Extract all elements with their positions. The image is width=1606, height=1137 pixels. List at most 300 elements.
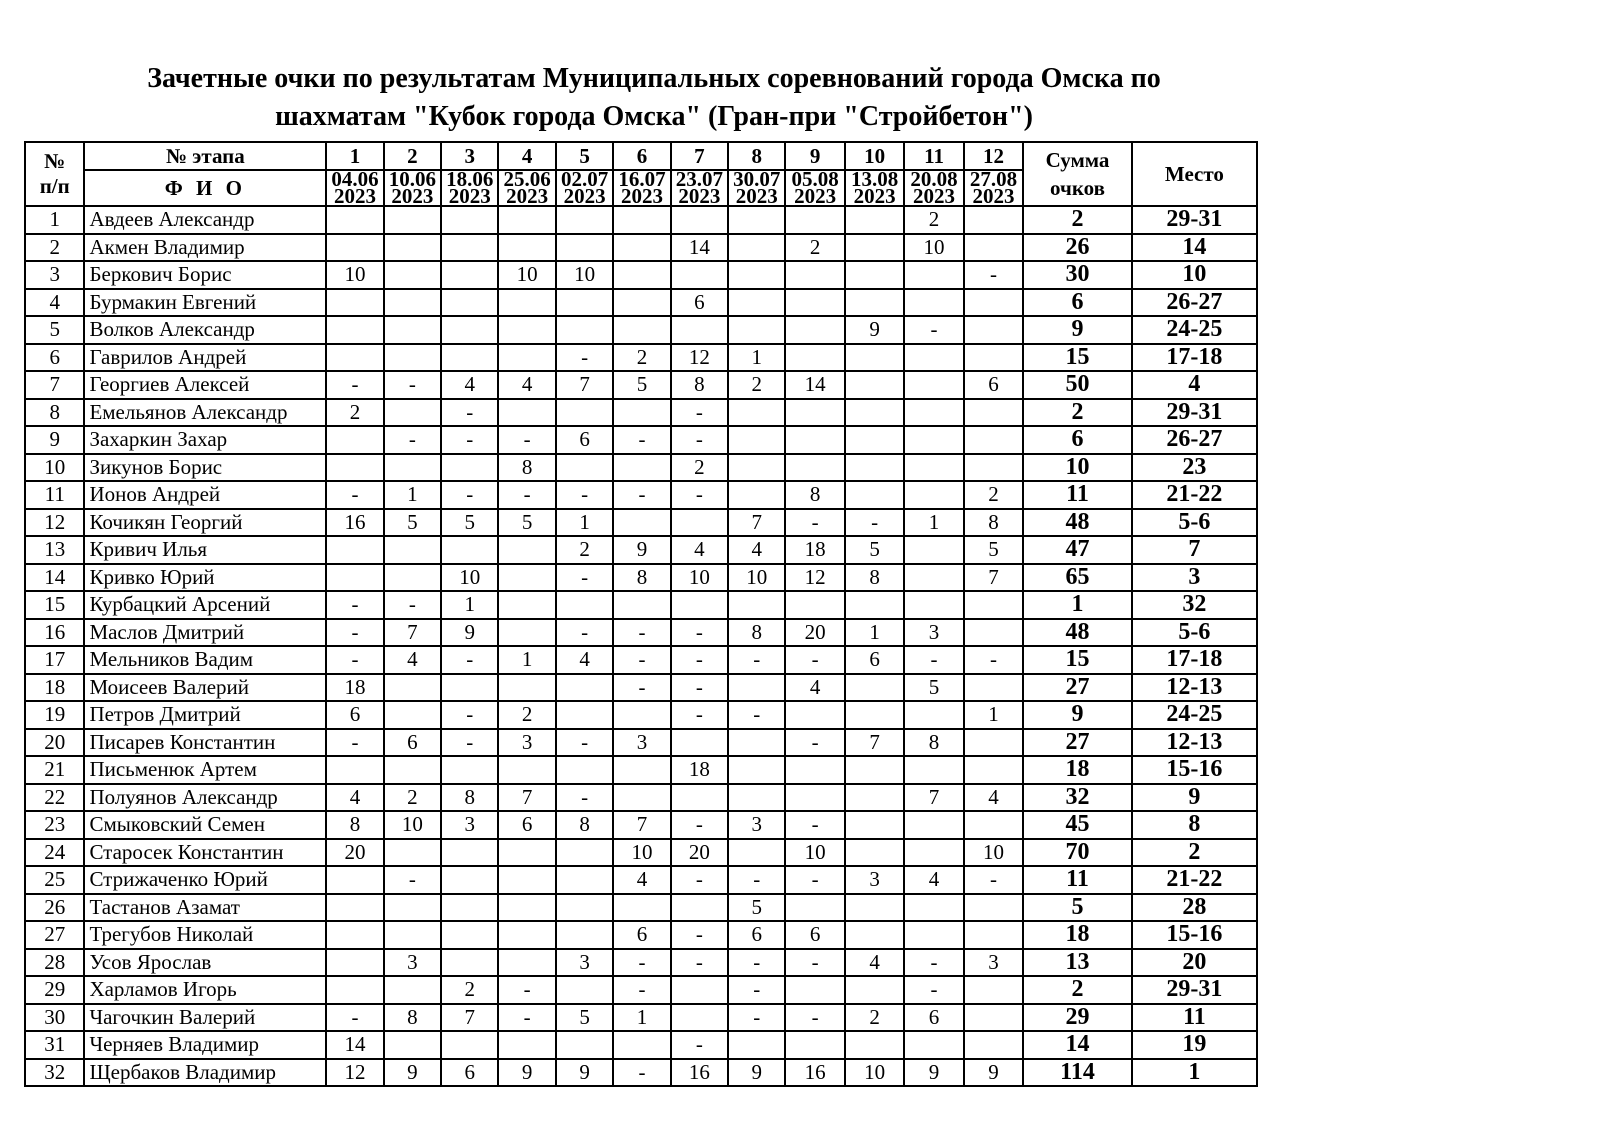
- stage-score: 6: [728, 921, 785, 949]
- stage-score: [498, 564, 555, 592]
- final-place: 17-18: [1132, 646, 1257, 674]
- stage-score: 10: [964, 839, 1023, 867]
- stage-score: [384, 1031, 441, 1059]
- stage-score: 18: [785, 536, 844, 564]
- stage-score: 20: [671, 839, 728, 867]
- stage-score: -: [613, 619, 670, 647]
- header-sum: [1023, 142, 1132, 206]
- stage-score: [671, 976, 728, 1004]
- row-number: 26: [25, 894, 84, 922]
- stage-score: [384, 894, 441, 922]
- stage-score: -: [326, 619, 383, 647]
- row-number: 12: [25, 509, 84, 537]
- final-place: 10: [1132, 261, 1257, 289]
- stage-score: -: [671, 426, 728, 454]
- stage-score: [845, 921, 904, 949]
- stage-score: [556, 1031, 613, 1059]
- stage-score: 3: [964, 949, 1023, 977]
- stage-score: [556, 234, 613, 262]
- row-number: 3: [25, 261, 84, 289]
- stage-score: 16: [671, 1059, 728, 1087]
- stage-score: 12: [785, 564, 844, 592]
- stage-score: 8: [785, 481, 844, 509]
- header-fio: Ф И О: [84, 170, 326, 206]
- stage-score: -: [904, 646, 963, 674]
- stage-score: -: [671, 619, 728, 647]
- stage-score: [964, 591, 1023, 619]
- table-row: [25, 921, 1257, 949]
- stage-score: [904, 481, 963, 509]
- table-row: [25, 894, 1257, 922]
- stage-score: 8: [671, 371, 728, 399]
- stage-score: [964, 344, 1023, 372]
- stage-score: 1: [845, 619, 904, 647]
- final-place: 7: [1132, 536, 1257, 564]
- total-points: 30: [1023, 261, 1132, 289]
- stage-score: 4: [671, 536, 728, 564]
- stage-score: [613, 289, 670, 317]
- stage-score: 14: [785, 371, 844, 399]
- table-row: [25, 454, 1257, 482]
- stage-score: 4: [613, 866, 670, 894]
- total-points: 6: [1023, 426, 1132, 454]
- header-num: [25, 142, 84, 206]
- stage-date: [845, 170, 904, 206]
- stage-score: [326, 866, 383, 894]
- stage-number: 10: [845, 142, 904, 170]
- row-number: 27: [25, 921, 84, 949]
- stage-score: [498, 536, 555, 564]
- stage-number: 3: [441, 142, 498, 170]
- stage-date-year: 2023: [972, 184, 1015, 206]
- stage-score: [498, 344, 555, 372]
- stage-score: [785, 756, 844, 784]
- table-row: [25, 261, 1257, 289]
- stage-score: [845, 894, 904, 922]
- stage-score: 8: [904, 729, 963, 757]
- row-number: 23: [25, 811, 84, 839]
- stage-score: [498, 234, 555, 262]
- stage-score: [728, 756, 785, 784]
- stage-score: [728, 426, 785, 454]
- stage-score: 10: [904, 234, 963, 262]
- stage-score: [785, 399, 844, 427]
- stage-score: [904, 894, 963, 922]
- player-name: Харламов Игорь: [84, 976, 326, 1004]
- stage-score: -: [498, 426, 555, 454]
- table-row: [25, 1031, 1257, 1059]
- stage-date-day: 23.07: [675, 170, 723, 191]
- stage-score: 6: [326, 701, 383, 729]
- stage-score: 14: [326, 1031, 383, 1059]
- row-number: 13: [25, 536, 84, 564]
- table-row: [25, 756, 1257, 784]
- stage-date: [613, 170, 670, 206]
- stage-score: [441, 206, 498, 234]
- stage-number: 4: [498, 142, 555, 170]
- final-place: 14: [1132, 234, 1257, 262]
- stage-date-year: 2023: [391, 184, 434, 206]
- stage-date-year: 2023: [735, 184, 778, 206]
- stage-score: 9: [728, 1059, 785, 1087]
- stage-score: [904, 344, 963, 372]
- final-place: 24-25: [1132, 316, 1257, 344]
- table-row: [25, 866, 1257, 894]
- stage-score: [326, 756, 383, 784]
- stage-score: [964, 399, 1023, 427]
- stage-score: [845, 426, 904, 454]
- stage-score: 12: [326, 1059, 383, 1087]
- stage-date-day: 20.08: [910, 170, 958, 191]
- stage-score: [613, 701, 670, 729]
- player-name: Мельников Вадим: [84, 646, 326, 674]
- row-number: 25: [25, 866, 84, 894]
- stage-score: [845, 344, 904, 372]
- stage-score: [671, 894, 728, 922]
- stage-score: 3: [498, 729, 555, 757]
- total-points: 2: [1023, 206, 1132, 234]
- stage-score: [326, 454, 383, 482]
- stage-date-year: 2023: [506, 184, 549, 206]
- stage-score: 9: [964, 1059, 1023, 1087]
- stage-score: -: [556, 481, 613, 509]
- row-number: 24: [25, 839, 84, 867]
- stage-date: [556, 170, 613, 206]
- stage-score: -: [671, 921, 728, 949]
- stage-score: -: [785, 1004, 844, 1032]
- stage-score: [384, 206, 441, 234]
- stage-score: 9: [384, 1059, 441, 1087]
- stage-score: [556, 289, 613, 317]
- player-name: Волков Александр: [84, 316, 326, 344]
- table-row: [25, 481, 1257, 509]
- stage-score: [728, 316, 785, 344]
- stage-score: 1: [556, 509, 613, 537]
- stage-score: [904, 261, 963, 289]
- stage-score: [671, 784, 728, 812]
- stage-score: [728, 784, 785, 812]
- row-number: 17: [25, 646, 84, 674]
- stage-score: [728, 839, 785, 867]
- stage-score: 10: [441, 564, 498, 592]
- stage-score: 5: [904, 674, 963, 702]
- stage-score: 1: [384, 481, 441, 509]
- stage-score: [441, 454, 498, 482]
- stage-score: [384, 261, 441, 289]
- player-name: Черняев Владимир: [84, 1031, 326, 1059]
- stage-score: 8: [384, 1004, 441, 1032]
- stage-date-day: 25.06: [503, 170, 551, 191]
- stage-score: [904, 811, 963, 839]
- stage-number: 5: [556, 142, 613, 170]
- stage-score: [326, 234, 383, 262]
- stage-score: [728, 481, 785, 509]
- stage-score: 20: [785, 619, 844, 647]
- stage-score: 6: [556, 426, 613, 454]
- table-row: [25, 206, 1257, 234]
- row-number: 31: [25, 1031, 84, 1059]
- stage-date-year: 2023: [853, 184, 896, 206]
- final-place: 21-22: [1132, 866, 1257, 894]
- final-place: 21-22: [1132, 481, 1257, 509]
- stage-score: [904, 921, 963, 949]
- stage-score: 9: [441, 619, 498, 647]
- final-place: 12-13: [1132, 729, 1257, 757]
- stage-score: [671, 206, 728, 234]
- stage-score: 9: [904, 1059, 963, 1087]
- stage-score: 3: [845, 866, 904, 894]
- stage-score: -: [728, 701, 785, 729]
- stage-score: [845, 1031, 904, 1059]
- stage-score: [498, 619, 555, 647]
- stage-score: [613, 206, 670, 234]
- stage-score: 7: [556, 371, 613, 399]
- stage-number: 8: [728, 142, 785, 170]
- stage-score: [728, 261, 785, 289]
- stage-score: -: [785, 949, 844, 977]
- stage-score: 10: [785, 839, 844, 867]
- table-row: [25, 701, 1257, 729]
- table-row: [25, 1059, 1257, 1087]
- stage-score: -: [326, 646, 383, 674]
- stage-score: [845, 454, 904, 482]
- stage-score: -: [964, 866, 1023, 894]
- stage-score: [441, 344, 498, 372]
- stage-score: [613, 756, 670, 784]
- stage-score: -: [904, 316, 963, 344]
- final-place: 23: [1132, 454, 1257, 482]
- stage-score: -: [785, 811, 844, 839]
- row-number: 30: [25, 1004, 84, 1032]
- stage-date-day: 16.07: [618, 170, 666, 191]
- stage-score: -: [671, 701, 728, 729]
- stage-score: [785, 289, 844, 317]
- stage-score: 7: [441, 1004, 498, 1032]
- stage-score: -: [785, 729, 844, 757]
- table-row: [25, 784, 1257, 812]
- stage-score: 2: [671, 454, 728, 482]
- stage-score: -: [613, 976, 670, 1004]
- stage-score: 4: [728, 536, 785, 564]
- stage-score: [904, 701, 963, 729]
- stage-score: [964, 894, 1023, 922]
- row-number: 19: [25, 701, 84, 729]
- table-row: [25, 536, 1257, 564]
- document-title: [24, 60, 1284, 136]
- stage-score: [904, 591, 963, 619]
- stage-score: -: [498, 976, 555, 1004]
- table-row: [25, 591, 1257, 619]
- stage-score: -: [326, 729, 383, 757]
- header-num-line2: п/п: [39, 174, 70, 198]
- stage-score: 7: [964, 564, 1023, 592]
- stage-score: [728, 206, 785, 234]
- stage-score: -: [613, 1059, 670, 1087]
- total-points: 18: [1023, 921, 1132, 949]
- total-points: 48: [1023, 619, 1132, 647]
- stage-score: 4: [904, 866, 963, 894]
- header-sum-line1: Сумма: [1045, 148, 1110, 172]
- stage-score: 5: [728, 894, 785, 922]
- stage-score: 4: [498, 371, 555, 399]
- stage-score: [845, 234, 904, 262]
- stage-score: 20: [326, 839, 383, 867]
- row-number: 32: [25, 1059, 84, 1087]
- row-number: 8: [25, 399, 84, 427]
- stage-score: -: [556, 619, 613, 647]
- final-place: 32: [1132, 591, 1257, 619]
- stage-score: -: [728, 646, 785, 674]
- table-row: [25, 316, 1257, 344]
- stage-score: 6: [384, 729, 441, 757]
- row-number: 29: [25, 976, 84, 1004]
- stage-score: [326, 921, 383, 949]
- stage-score: [384, 701, 441, 729]
- stage-date-day: 18.06: [446, 170, 494, 191]
- stage-score: 10: [671, 564, 728, 592]
- stage-score: [384, 756, 441, 784]
- stage-score: [845, 701, 904, 729]
- stage-score: -: [671, 399, 728, 427]
- final-place: 4: [1132, 371, 1257, 399]
- stage-score: [904, 399, 963, 427]
- total-points: 15: [1023, 646, 1132, 674]
- stage-score: 4: [785, 674, 844, 702]
- total-points: 11: [1023, 866, 1132, 894]
- stage-score: -: [613, 949, 670, 977]
- stage-score: -: [441, 481, 498, 509]
- stage-score: [964, 619, 1023, 647]
- player-name: Гаврилов Андрей: [84, 344, 326, 372]
- player-name: Акмен Владимир: [84, 234, 326, 262]
- stage-score: [498, 289, 555, 317]
- final-place: 8: [1132, 811, 1257, 839]
- stage-date-day: 27.08: [969, 170, 1018, 191]
- final-place: 2: [1132, 839, 1257, 867]
- stage-score: [384, 316, 441, 344]
- stage-score: [326, 949, 383, 977]
- stage-score: 10: [613, 839, 670, 867]
- header-num-line1: №: [44, 149, 66, 173]
- stage-score: 1: [904, 509, 963, 537]
- table-row: [25, 619, 1257, 647]
- stage-date-year: 2023: [563, 184, 606, 206]
- total-points: 9: [1023, 316, 1132, 344]
- header-place: Место: [1132, 142, 1257, 206]
- stage-score: -: [785, 646, 844, 674]
- stage-date: [384, 170, 441, 206]
- stage-score: [384, 399, 441, 427]
- row-number: 20: [25, 729, 84, 757]
- stage-date: [498, 170, 555, 206]
- stage-score: [671, 1004, 728, 1032]
- row-number: 4: [25, 289, 84, 317]
- stage-score: -: [613, 426, 670, 454]
- stage-score: [384, 976, 441, 1004]
- stage-score: -: [671, 811, 728, 839]
- row-number: 1: [25, 206, 84, 234]
- stage-score: 4: [556, 646, 613, 674]
- stage-score: [326, 344, 383, 372]
- header-stage: № этапа: [84, 142, 326, 170]
- stage-date: [441, 170, 498, 206]
- stage-score: -: [556, 564, 613, 592]
- stage-score: [845, 481, 904, 509]
- stage-score: [785, 701, 844, 729]
- stage-score: 8: [613, 564, 670, 592]
- stage-score: -: [556, 784, 613, 812]
- stage-score: [498, 399, 555, 427]
- final-place: 26-27: [1132, 289, 1257, 317]
- stage-score: [556, 866, 613, 894]
- stage-score: -: [384, 591, 441, 619]
- stage-score: [556, 206, 613, 234]
- stage-score: [845, 674, 904, 702]
- stage-score: -: [964, 646, 1023, 674]
- stage-score: [785, 426, 844, 454]
- total-points: 65: [1023, 564, 1132, 592]
- row-number: 16: [25, 619, 84, 647]
- stage-score: [613, 261, 670, 289]
- stage-score: 10: [498, 261, 555, 289]
- row-number: 22: [25, 784, 84, 812]
- stage-score: [964, 921, 1023, 949]
- final-place: 12-13: [1132, 674, 1257, 702]
- stage-score: 6: [904, 1004, 963, 1032]
- stage-score: -: [613, 674, 670, 702]
- final-place: 15-16: [1132, 756, 1257, 784]
- stage-score: 2: [613, 344, 670, 372]
- player-name: Щербаков Владимир: [84, 1059, 326, 1087]
- stage-score: 1: [613, 1004, 670, 1032]
- final-place: 11: [1132, 1004, 1257, 1032]
- final-place: 24-25: [1132, 701, 1257, 729]
- stage-score: [498, 866, 555, 894]
- stage-date: [728, 170, 785, 206]
- table-row: [25, 564, 1257, 592]
- total-points: 2: [1023, 976, 1132, 1004]
- stage-score: 5: [498, 509, 555, 537]
- table-row: [25, 674, 1257, 702]
- stage-score: [384, 839, 441, 867]
- player-name: Тастанов Азамат: [84, 894, 326, 922]
- stage-score: 4: [441, 371, 498, 399]
- table-row: [25, 234, 1257, 262]
- stage-score: [613, 399, 670, 427]
- player-name: Зикунов Борис: [84, 454, 326, 482]
- stage-score: [498, 894, 555, 922]
- stage-score: [441, 756, 498, 784]
- stage-score: [671, 261, 728, 289]
- stage-score: [441, 316, 498, 344]
- stage-score: [904, 839, 963, 867]
- stage-score: [845, 371, 904, 399]
- stage-score: [326, 316, 383, 344]
- stage-score: 3: [556, 949, 613, 977]
- stage-score: 6: [671, 289, 728, 317]
- stage-number: 2: [384, 142, 441, 170]
- table-row: [25, 344, 1257, 372]
- stage-score: [904, 371, 963, 399]
- stage-score: [441, 866, 498, 894]
- stage-score: [671, 509, 728, 537]
- stage-score: 8: [326, 811, 383, 839]
- stage-score: 4: [964, 784, 1023, 812]
- stage-score: [845, 811, 904, 839]
- table-row: [25, 811, 1257, 839]
- stage-score: [441, 894, 498, 922]
- stage-score: [441, 839, 498, 867]
